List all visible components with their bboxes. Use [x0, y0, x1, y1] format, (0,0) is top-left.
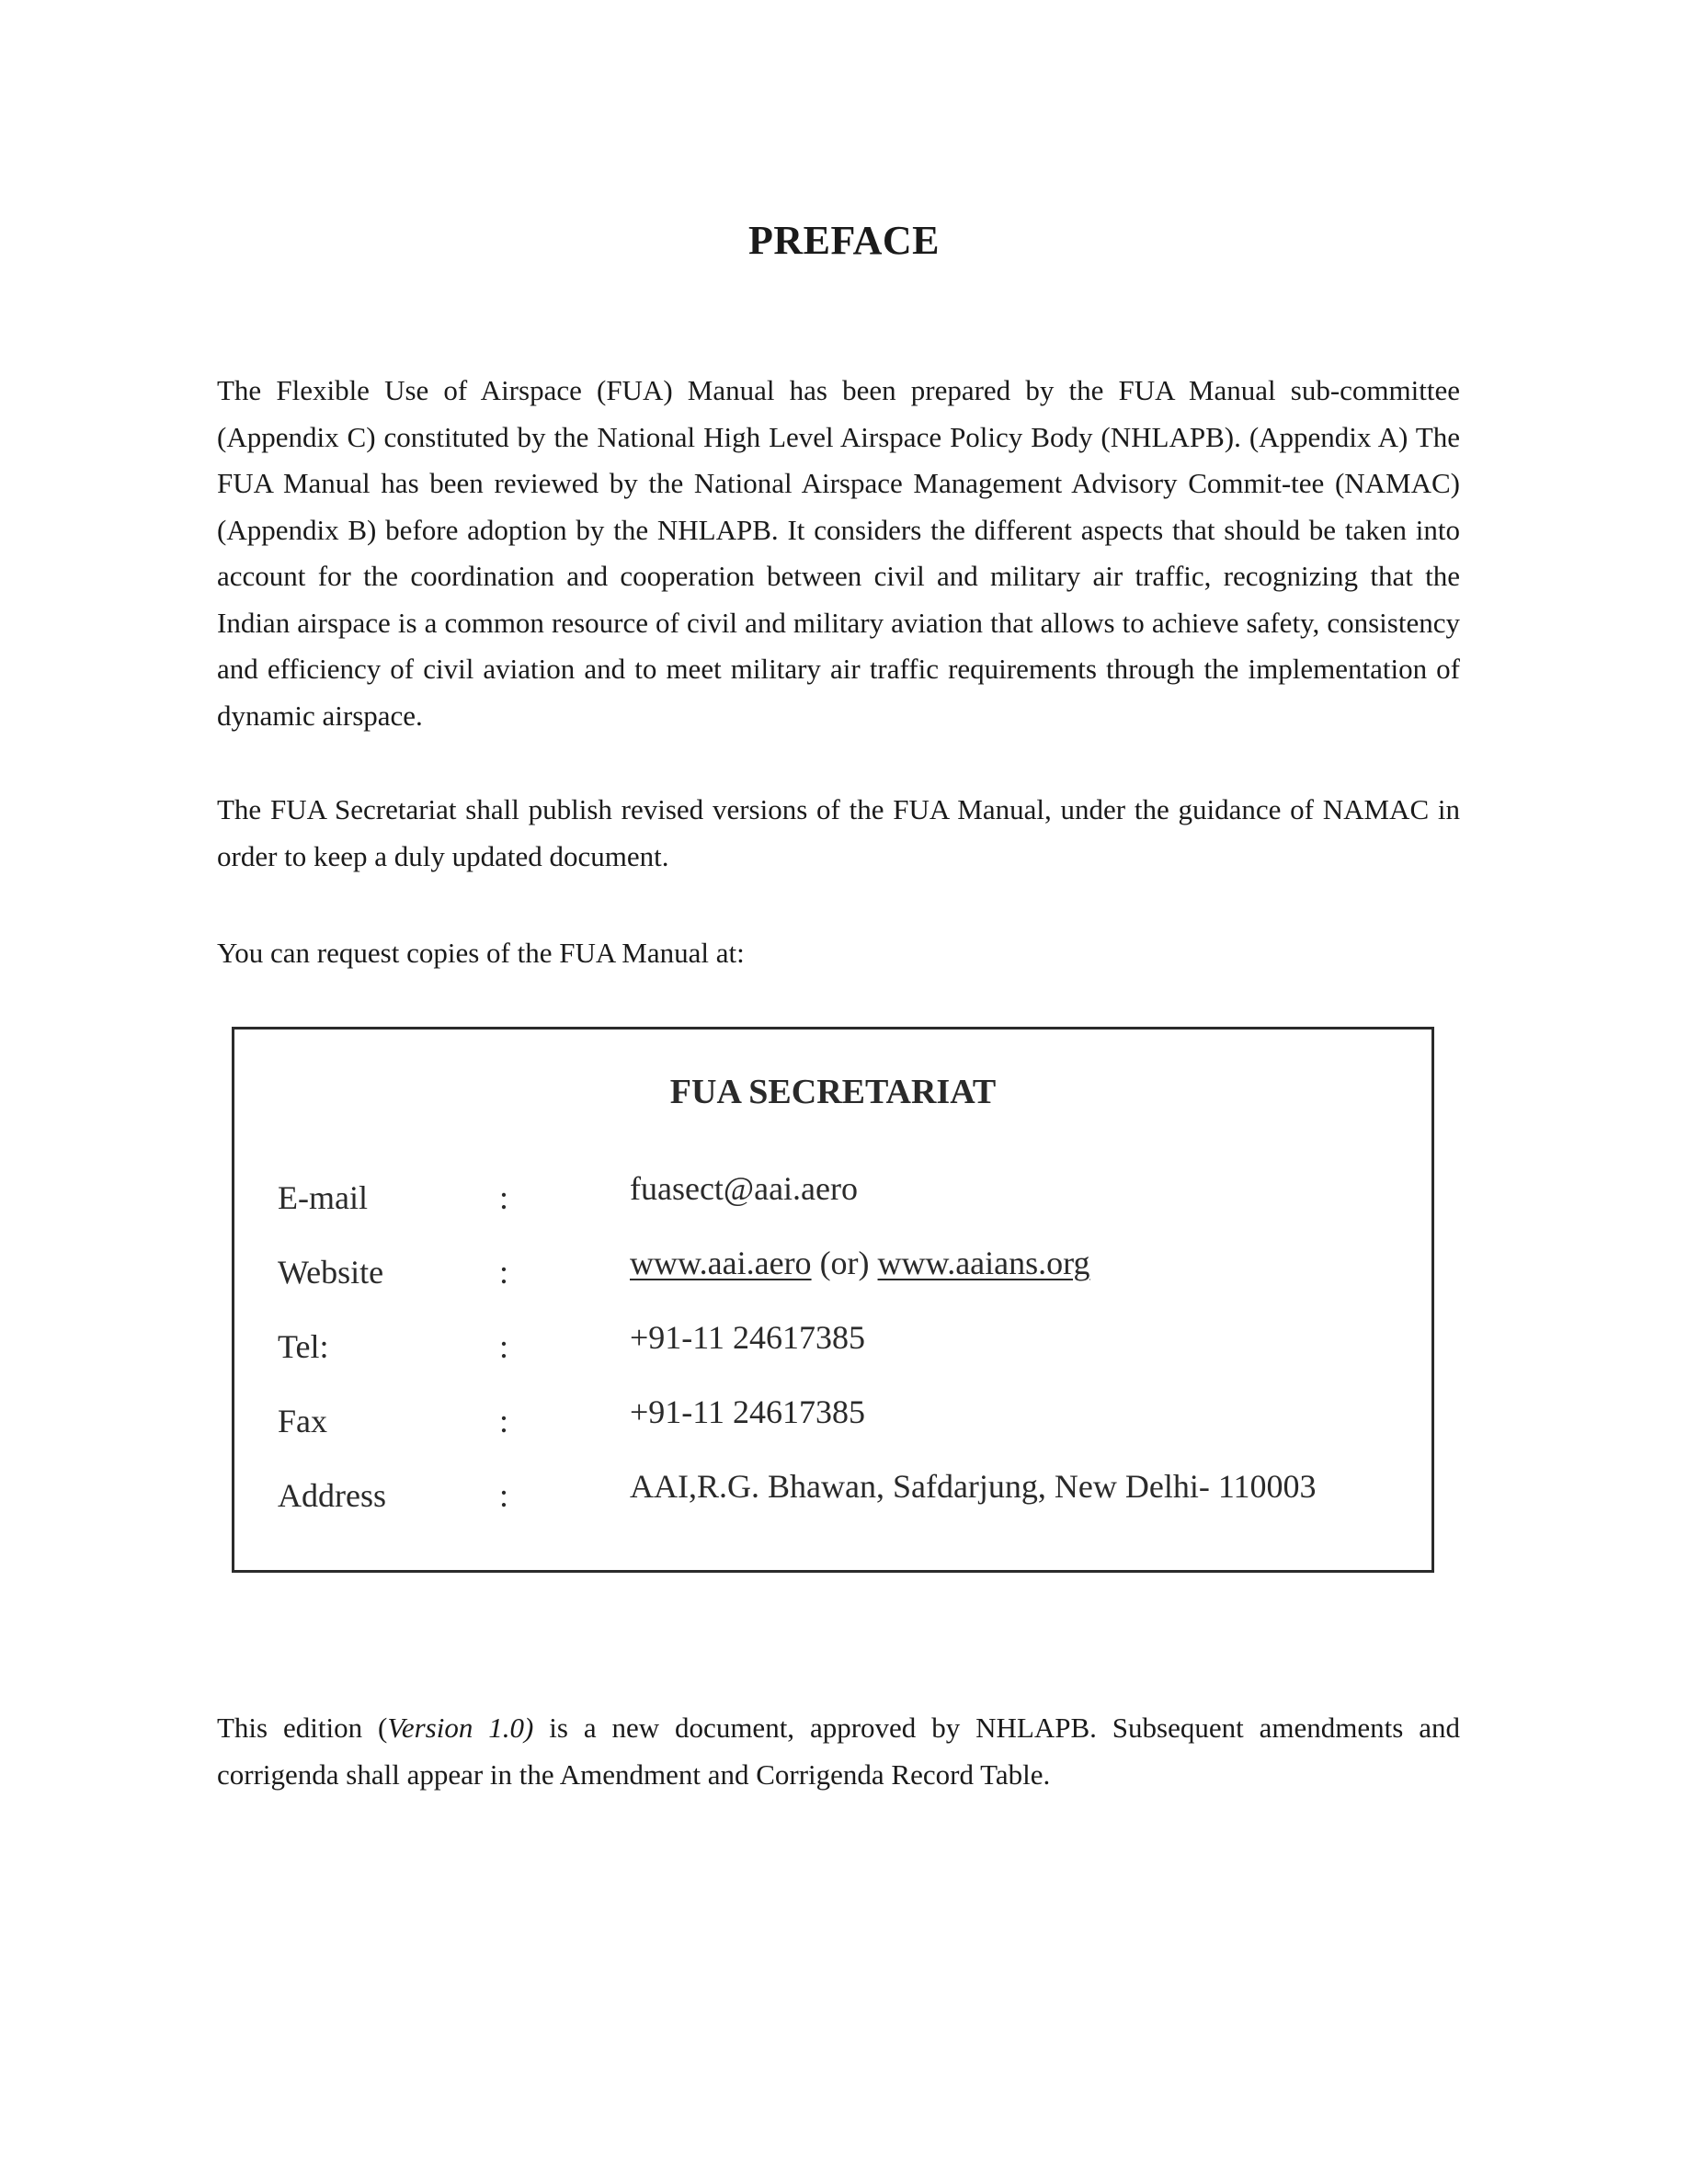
fax-value: +91-11 24617385: [630, 1393, 865, 1430]
intro-paragraph: The Flexible Use of Airspace (FUA) Manual has been prepared by the FUA Manual sub-committee (Appendix C) constituted by the National High Level Airspace Policy Body (NHLAPB). (Appendix A) The FUA Manual has been reviewed by the National Airspace Management Advisory Commit-tee (NAMAC) (Appendix B) before adoption by the NHLAPB. It considers the different aspects that should be taken into account for the coordination and cooperation between civil and military air traffic, recognizing that the Indian airspace is a common resource of civil and military aviation that allows to achieve safety, consistency and efficiency of civil aviation and to meet military air traffic requirements through the implementation of dynamic airspace.: [217, 374, 1460, 732]
website-connector: (or): [811, 1245, 878, 1281]
tel-value: +91-11 24617385: [630, 1319, 865, 1356]
fax-separator: :: [499, 1403, 509, 1439]
secretariat-contact-box: [232, 1027, 1434, 1573]
edition-version: Version 1.0): [387, 1712, 534, 1744]
page-title: PREFACE: [747, 218, 940, 263]
contact-row-address: [234, 1463, 1431, 1519]
website-value: [630, 1244, 1089, 1282]
contact-row-email: [234, 1166, 1431, 1221]
tel-separator: :: [499, 1328, 509, 1365]
contact-row-fax: [234, 1389, 1431, 1444]
fax-label: Fax: [278, 1403, 327, 1439]
tel-label: Tel:: [278, 1328, 329, 1365]
address-label: Address: [278, 1477, 386, 1514]
email-value: fuasect@aai.aero: [630, 1170, 858, 1207]
request-paragraph: You can request copies of the FUA Manual at:: [217, 937, 745, 969]
email-label: E-mail: [278, 1179, 368, 1216]
address-value: AAI,R.G. Bhawan, Safdarjung, New Delhi- 110003: [630, 1468, 1317, 1505]
contact-row-tel: [234, 1314, 1431, 1370]
email-separator: :: [499, 1179, 509, 1216]
website-link-aai[interactable]: www.aai.aero: [630, 1245, 812, 1281]
address-separator: :: [499, 1477, 509, 1514]
contact-row-website: [234, 1240, 1431, 1295]
website-link-aaians[interactable]: www.aaians.org: [877, 1245, 1090, 1281]
edition-text-start: This edition (: [217, 1712, 388, 1744]
secretariat-box-title: FUA SECRETARIAT: [669, 1073, 997, 1111]
secretariat-paragraph: The FUA Secretariat shall publish revised versions of the FUA Manual, under the guidance of NAMAC in order to keep a duly updated document.: [217, 793, 1460, 872]
edition-text-end: is a new document, approved by NHLAPB. Subsequent amendments and corrigenda shall appear in the Amendment and Corrigenda Record Table.: [217, 1712, 1460, 1791]
website-label: Website: [278, 1254, 384, 1291]
website-separator: :: [499, 1254, 509, 1291]
edition-paragraph: [217, 1705, 1460, 1798]
